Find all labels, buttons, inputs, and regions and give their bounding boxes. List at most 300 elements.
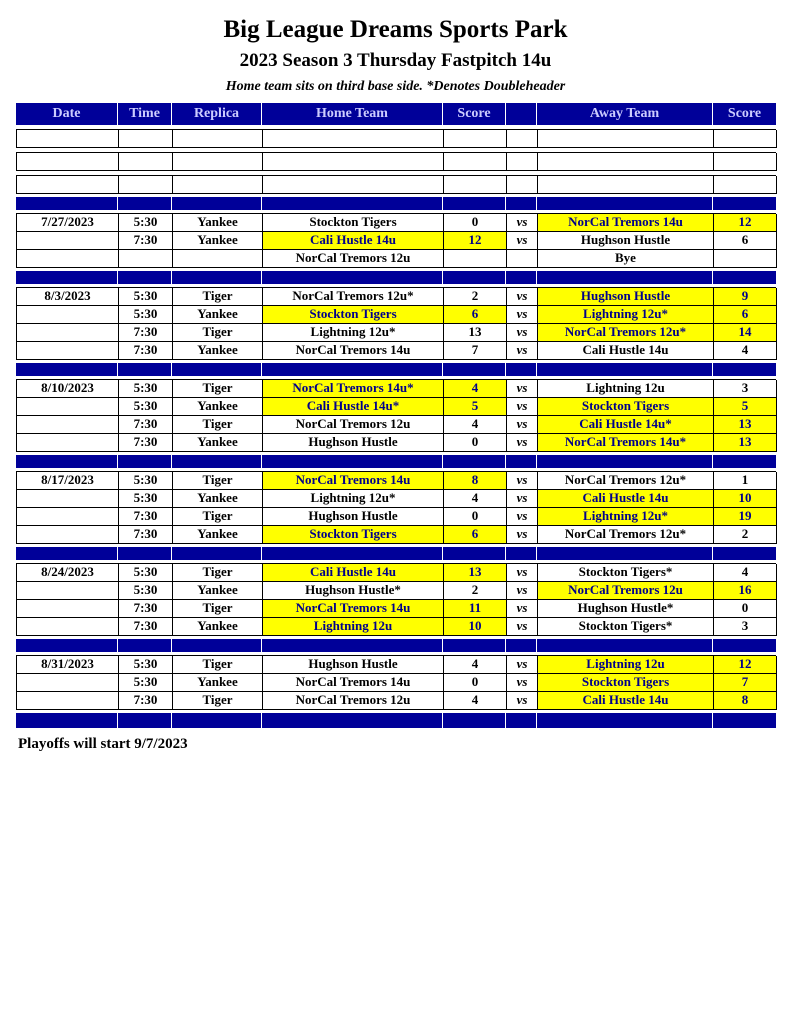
separator-cell-away-score	[713, 197, 776, 210]
game-row	[17, 250, 776, 268]
home-team-cell: NorCal Tremors 14u*	[263, 380, 444, 398]
schedule-table	[16, 103, 776, 728]
vs-cell	[507, 176, 538, 194]
vs-cell: vs	[507, 380, 538, 398]
home-score-cell: 4	[444, 490, 507, 508]
separator-cell-away-score	[713, 713, 776, 728]
home-team-cell: NorCal Tremors 14u	[263, 472, 444, 490]
separator-cell-away-team	[537, 639, 713, 652]
separator-cell-time	[118, 363, 172, 376]
replica-cell: Yankee	[173, 490, 263, 508]
separator-cell-date	[16, 455, 118, 468]
away-team-cell: Hughson Hustle*	[538, 600, 714, 618]
home-score-cell: 2	[444, 582, 507, 600]
date-cell: 8/10/2023	[17, 380, 119, 398]
away-team-cell: NorCal Tremors 12u*	[538, 526, 714, 544]
replica-cell: Yankee	[173, 526, 263, 544]
away-score-cell	[714, 153, 777, 171]
time-cell: 7:30	[119, 416, 173, 434]
date-cell: 7/27/2023	[17, 214, 119, 232]
away-score-cell: 2	[714, 526, 777, 544]
header-cell-home-score: Score	[443, 103, 506, 125]
home-team-cell: NorCal Tremors 12u	[263, 250, 444, 268]
home-team-cell: NorCal Tremors 12u	[263, 416, 444, 434]
home-team-cell: Hughson Hustle	[263, 434, 444, 452]
home-score-cell: 8	[444, 472, 507, 490]
vs-cell: vs	[507, 508, 538, 526]
time-cell: 7:30	[119, 324, 173, 342]
separator-cell-away-team	[537, 713, 713, 728]
date-cell	[17, 232, 119, 250]
date-cell	[17, 434, 119, 452]
separator-cell-date	[16, 713, 118, 728]
date-cell	[17, 153, 119, 171]
time-cell: 7:30	[119, 342, 173, 360]
time-cell: 7:30	[119, 618, 173, 636]
date-cell: 8/31/2023	[17, 656, 119, 674]
table-header-row	[16, 103, 776, 125]
home-team-cell: Cali Hustle 14u	[263, 564, 444, 582]
home-score-cell: 0	[444, 434, 507, 452]
game-row	[17, 674, 776, 692]
vs-cell	[507, 153, 538, 171]
time-cell: 5:30	[119, 214, 173, 232]
home-team-cell: NorCal Tremors 14u	[263, 600, 444, 618]
separator-cell-away-team	[537, 547, 713, 560]
date-block	[16, 379, 776, 452]
time-cell: 5:30	[119, 582, 173, 600]
date-cell	[17, 692, 119, 710]
home-score-cell: 4	[444, 692, 507, 710]
vs-cell: vs	[507, 564, 538, 582]
game-row	[17, 692, 776, 710]
away-score-cell: 12	[714, 214, 777, 232]
home-team-cell: NorCal Tremors 12u	[263, 692, 444, 710]
replica-cell: Yankee	[173, 618, 263, 636]
date-block	[16, 287, 776, 360]
date-cell	[17, 674, 119, 692]
home-team-cell: Cali Hustle 14u*	[263, 398, 444, 416]
time-cell: 7:30	[119, 232, 173, 250]
replica-cell: Tiger	[173, 564, 263, 582]
home-score-cell: 12	[444, 232, 507, 250]
replica-cell: Yankee	[173, 398, 263, 416]
home-score-cell: 7	[444, 342, 507, 360]
replica-cell	[173, 250, 263, 268]
empty-game-row	[17, 176, 776, 194]
date-cell	[17, 342, 119, 360]
game-row	[17, 490, 776, 508]
away-score-cell: 7	[714, 674, 777, 692]
home-team-cell: NorCal Tremors 14u	[263, 342, 444, 360]
separator-row	[16, 271, 776, 284]
date-cell	[17, 130, 119, 148]
away-team-cell: Cali Hustle 14u	[538, 342, 714, 360]
date-block	[16, 655, 776, 710]
replica-cell: Tiger	[173, 656, 263, 674]
separator-cell-replica	[172, 363, 262, 376]
time-cell: 7:30	[119, 508, 173, 526]
time-cell: 5:30	[119, 306, 173, 324]
separator-cell-replica	[172, 197, 262, 210]
home-score-cell: 5	[444, 398, 507, 416]
replica-cell	[173, 176, 263, 194]
game-row	[17, 416, 776, 434]
vs-cell: vs	[507, 434, 538, 452]
away-score-cell: 4	[714, 564, 777, 582]
time-cell	[119, 130, 173, 148]
game-row	[17, 472, 776, 490]
date-cell	[17, 490, 119, 508]
home-score-cell: 10	[444, 618, 507, 636]
away-score-cell: 19	[714, 508, 777, 526]
date-cell	[17, 306, 119, 324]
empty-game-row	[17, 130, 776, 148]
separator-cell-home-score	[443, 271, 506, 284]
vs-cell: vs	[507, 526, 538, 544]
time-cell: 7:30	[119, 434, 173, 452]
separator-cell-time	[118, 713, 172, 728]
time-cell: 5:30	[119, 472, 173, 490]
time-cell	[119, 153, 173, 171]
away-team-cell: Lightning 12u	[538, 380, 714, 398]
away-team-cell: Cali Hustle 14u	[538, 490, 714, 508]
game-row	[17, 288, 776, 306]
replica-cell: Yankee	[173, 232, 263, 250]
away-team-cell: Stockton Tigers	[538, 674, 714, 692]
vs-cell: vs	[507, 214, 538, 232]
away-team-cell	[538, 153, 714, 171]
home-score-cell	[444, 130, 507, 148]
away-score-cell: 14	[714, 324, 777, 342]
replica-cell: Tiger	[173, 288, 263, 306]
date-cell	[17, 324, 119, 342]
away-score-cell: 3	[714, 380, 777, 398]
date-cell	[17, 416, 119, 434]
game-row	[17, 582, 776, 600]
separator-cell-replica	[172, 713, 262, 728]
replica-cell: Tiger	[173, 324, 263, 342]
separator-cell-home-score	[443, 713, 506, 728]
away-team-cell: Bye	[538, 250, 714, 268]
separator-cell-vs	[506, 271, 537, 284]
header-cell-home-team: Home Team	[262, 103, 443, 125]
separator-row	[16, 639, 776, 652]
time-cell: 7:30	[119, 692, 173, 710]
away-team-cell: Lightning 12u*	[538, 306, 714, 324]
home-score-cell: 4	[444, 416, 507, 434]
header-cell-away-score: Score	[727, 105, 762, 121]
game-row	[17, 600, 776, 618]
separator-cell-date	[16, 639, 118, 652]
separator-cell-home-team	[262, 363, 443, 376]
home-score-cell: 13	[444, 564, 507, 582]
home-score-cell: 13	[444, 324, 507, 342]
home-score-cell: 4	[444, 656, 507, 674]
vs-cell: vs	[507, 416, 538, 434]
separator-cell-home-team	[262, 455, 443, 468]
separator-cell-time	[118, 639, 172, 652]
away-score-cell	[714, 130, 777, 148]
date-cell	[17, 176, 119, 194]
away-score-cell: 12	[714, 656, 777, 674]
time-cell	[119, 250, 173, 268]
game-row	[17, 618, 776, 636]
away-team-cell: Cali Hustle 14u*	[538, 416, 714, 434]
date-block	[16, 471, 776, 544]
replica-cell	[173, 130, 263, 148]
date-cell: 8/17/2023	[17, 472, 119, 490]
home-team-cell: Lightning 12u*	[263, 324, 444, 342]
separator-cell-time	[118, 197, 172, 210]
date-cell	[17, 398, 119, 416]
home-team-cell: Stockton Tigers	[263, 214, 444, 232]
time-cell: 5:30	[119, 564, 173, 582]
vs-cell: vs	[507, 288, 538, 306]
away-score-cell: 9	[714, 288, 777, 306]
vs-cell: vs	[507, 674, 538, 692]
time-cell: 5:30	[119, 380, 173, 398]
away-score-cell	[714, 176, 777, 194]
away-team-cell: Hughson Hustle	[538, 288, 714, 306]
separator-cell-date	[16, 197, 118, 210]
time-cell	[119, 176, 173, 194]
replica-cell: Tiger	[173, 380, 263, 398]
separator-row	[16, 197, 776, 210]
vs-cell: vs	[507, 398, 538, 416]
time-cell: 5:30	[119, 398, 173, 416]
separator-cell-away-score	[713, 639, 776, 652]
replica-cell: Tiger	[173, 508, 263, 526]
home-score-cell: 0	[444, 674, 507, 692]
date-cell	[17, 618, 119, 636]
away-team-cell: Lightning 12u	[538, 656, 714, 674]
away-team-cell	[538, 130, 714, 148]
separator-cell-away-score	[713, 455, 776, 468]
away-team-cell: NorCal Tremors 14u*	[538, 434, 714, 452]
home-team-cell: Hughson Hustle	[263, 508, 444, 526]
away-team-cell: NorCal Tremors 12u	[538, 582, 714, 600]
game-row	[17, 656, 776, 674]
game-row	[17, 434, 776, 452]
separator-cell-home-score	[443, 363, 506, 376]
game-row	[17, 342, 776, 360]
separator-cell-away-team	[537, 363, 713, 376]
home-team-cell	[263, 176, 444, 194]
replica-cell: Yankee	[173, 582, 263, 600]
empty-row	[16, 152, 776, 171]
replica-cell: Yankee	[173, 306, 263, 324]
date-cell	[17, 526, 119, 544]
away-score-cell	[714, 250, 777, 268]
separator-cell-home-score	[443, 455, 506, 468]
away-team-cell: Lightning 12u*	[538, 508, 714, 526]
vs-cell: vs	[507, 600, 538, 618]
home-team-note: Home team sits on third base side. *Denotes Doubleheader	[225, 78, 566, 94]
separator-cell-time	[118, 455, 172, 468]
replica-cell: Tiger	[173, 600, 263, 618]
home-score-cell	[444, 250, 507, 268]
page-subtitle: 2023 Season 3 Thursday Fastpitch 14u	[239, 49, 552, 71]
header-cell-away-team: Away Team	[537, 103, 713, 125]
separator-cell-date	[16, 547, 118, 560]
replica-cell: Tiger	[173, 692, 263, 710]
away-score-cell: 13	[714, 416, 777, 434]
away-score-cell: 1	[714, 472, 777, 490]
home-team-cell: Stockton Tigers	[263, 526, 444, 544]
vs-cell	[507, 130, 538, 148]
home-score-cell: 2	[444, 288, 507, 306]
separator-cell-home-team	[262, 547, 443, 560]
vs-cell: vs	[507, 342, 538, 360]
home-team-cell: NorCal Tremors 12u*	[263, 288, 444, 306]
home-team-cell: Hughson Hustle	[263, 656, 444, 674]
away-team-cell: Stockton Tigers*	[538, 564, 714, 582]
replica-cell: Yankee	[173, 342, 263, 360]
replica-cell: Tiger	[173, 416, 263, 434]
separator-row	[16, 547, 776, 560]
game-row	[17, 232, 776, 250]
date-cell	[17, 508, 119, 526]
game-row	[17, 398, 776, 416]
game-row	[17, 306, 776, 324]
separator-cell-vs	[506, 547, 537, 560]
separator-cell-replica	[172, 639, 262, 652]
empty-game-row	[17, 153, 776, 171]
game-row	[17, 564, 776, 582]
separator-cell-away-score	[713, 547, 776, 560]
time-cell: 5:30	[119, 656, 173, 674]
game-row	[17, 214, 776, 232]
separator-cell-replica	[172, 271, 262, 284]
separator-cell-home-score	[443, 639, 506, 652]
separator-cell-home-team	[262, 639, 443, 652]
away-team-cell: NorCal Tremors 14u	[538, 214, 714, 232]
separator-cell-date	[16, 363, 118, 376]
header-cell-replica: Replica	[172, 103, 262, 125]
away-score-cell: 0	[714, 600, 777, 618]
date-cell	[17, 250, 119, 268]
empty-row	[16, 175, 776, 194]
away-team-cell: NorCal Tremors 12u*	[538, 472, 714, 490]
home-team-cell	[263, 153, 444, 171]
separator-cell-vs	[506, 363, 537, 376]
home-team-cell: Lightning 12u*	[263, 490, 444, 508]
home-team-cell	[263, 130, 444, 148]
playoffs-note: Playoffs will start 9/7/2023	[18, 735, 188, 752]
away-score-cell: 10	[714, 490, 777, 508]
page-title: Big League Dreams Sports Park	[223, 16, 568, 43]
game-row	[17, 508, 776, 526]
separator-cell-away-team	[537, 197, 713, 210]
away-score-cell: 16	[714, 582, 777, 600]
home-score-cell: 6	[444, 306, 507, 324]
separator-row	[16, 363, 776, 376]
home-team-cell: Cali Hustle 14u	[263, 232, 444, 250]
game-row	[17, 324, 776, 342]
vs-cell	[507, 250, 538, 268]
separator-cell-vs	[506, 455, 537, 468]
time-cell: 5:30	[119, 674, 173, 692]
away-score-cell: 6	[714, 306, 777, 324]
date-block	[16, 563, 776, 636]
away-score-cell: 3	[714, 618, 777, 636]
away-team-cell: Stockton Tigers	[538, 398, 714, 416]
separator-cell-home-score	[443, 197, 506, 210]
away-score-cell: 4	[714, 342, 777, 360]
separator-cell-away-score	[713, 271, 776, 284]
separator-row	[16, 455, 776, 468]
separator-cell-vs	[506, 639, 537, 652]
away-score-cell: 8	[714, 692, 777, 710]
vs-cell: vs	[507, 490, 538, 508]
away-team-cell: Stockton Tigers*	[538, 618, 714, 636]
away-score-cell: 6	[714, 232, 777, 250]
date-cell: 8/24/2023	[17, 564, 119, 582]
separator-cell-time	[118, 547, 172, 560]
away-score-cell: 5	[714, 398, 777, 416]
separator-cell-time	[118, 271, 172, 284]
home-score-cell	[444, 176, 507, 194]
away-team-cell	[538, 176, 714, 194]
time-cell: 7:30	[119, 600, 173, 618]
separator-row	[16, 713, 776, 728]
separator-cell-home-team	[262, 713, 443, 728]
separator-cell-date	[16, 271, 118, 284]
separator-cell-home-team	[262, 197, 443, 210]
away-score-cell: 13	[714, 434, 777, 452]
vs-cell: vs	[507, 324, 538, 342]
header-cell-time: Time	[118, 103, 172, 125]
header-cell-date: Date	[16, 103, 118, 125]
separator-cell-away-score	[713, 363, 776, 376]
title-block	[0, 0, 791, 95]
time-cell: 5:30	[119, 288, 173, 306]
date-cell	[17, 600, 119, 618]
home-score-cell: 4	[444, 380, 507, 398]
vs-cell: vs	[507, 232, 538, 250]
home-score-cell: 6	[444, 526, 507, 544]
away-team-cell: Cali Hustle 14u	[538, 692, 714, 710]
vs-cell: vs	[507, 692, 538, 710]
game-row	[17, 380, 776, 398]
vs-cell: vs	[507, 656, 538, 674]
separator-cell-vs	[506, 713, 537, 728]
home-score-cell: 11	[444, 600, 507, 618]
header-cell-vs	[506, 103, 537, 125]
separator-cell-away-team	[537, 455, 713, 468]
date-cell	[17, 582, 119, 600]
vs-cell: vs	[507, 306, 538, 324]
date-cell: 8/3/2023	[17, 288, 119, 306]
home-team-cell: Lightning 12u	[263, 618, 444, 636]
replica-cell: Yankee	[173, 434, 263, 452]
home-team-cell: Stockton Tigers	[263, 306, 444, 324]
separator-cell-home-team	[262, 271, 443, 284]
separator-cell-away-team	[537, 271, 713, 284]
separator-cell-home-score	[443, 547, 506, 560]
time-cell: 5:30	[119, 490, 173, 508]
replica-cell: Yankee	[173, 674, 263, 692]
vs-cell: vs	[507, 582, 538, 600]
vs-cell: vs	[507, 618, 538, 636]
replica-cell: Yankee	[173, 214, 263, 232]
home-team-cell: Hughson Hustle*	[263, 582, 444, 600]
home-score-cell: 0	[444, 214, 507, 232]
time-cell: 7:30	[119, 526, 173, 544]
home-score-cell	[444, 153, 507, 171]
away-team-cell: Hughson Hustle	[538, 232, 714, 250]
